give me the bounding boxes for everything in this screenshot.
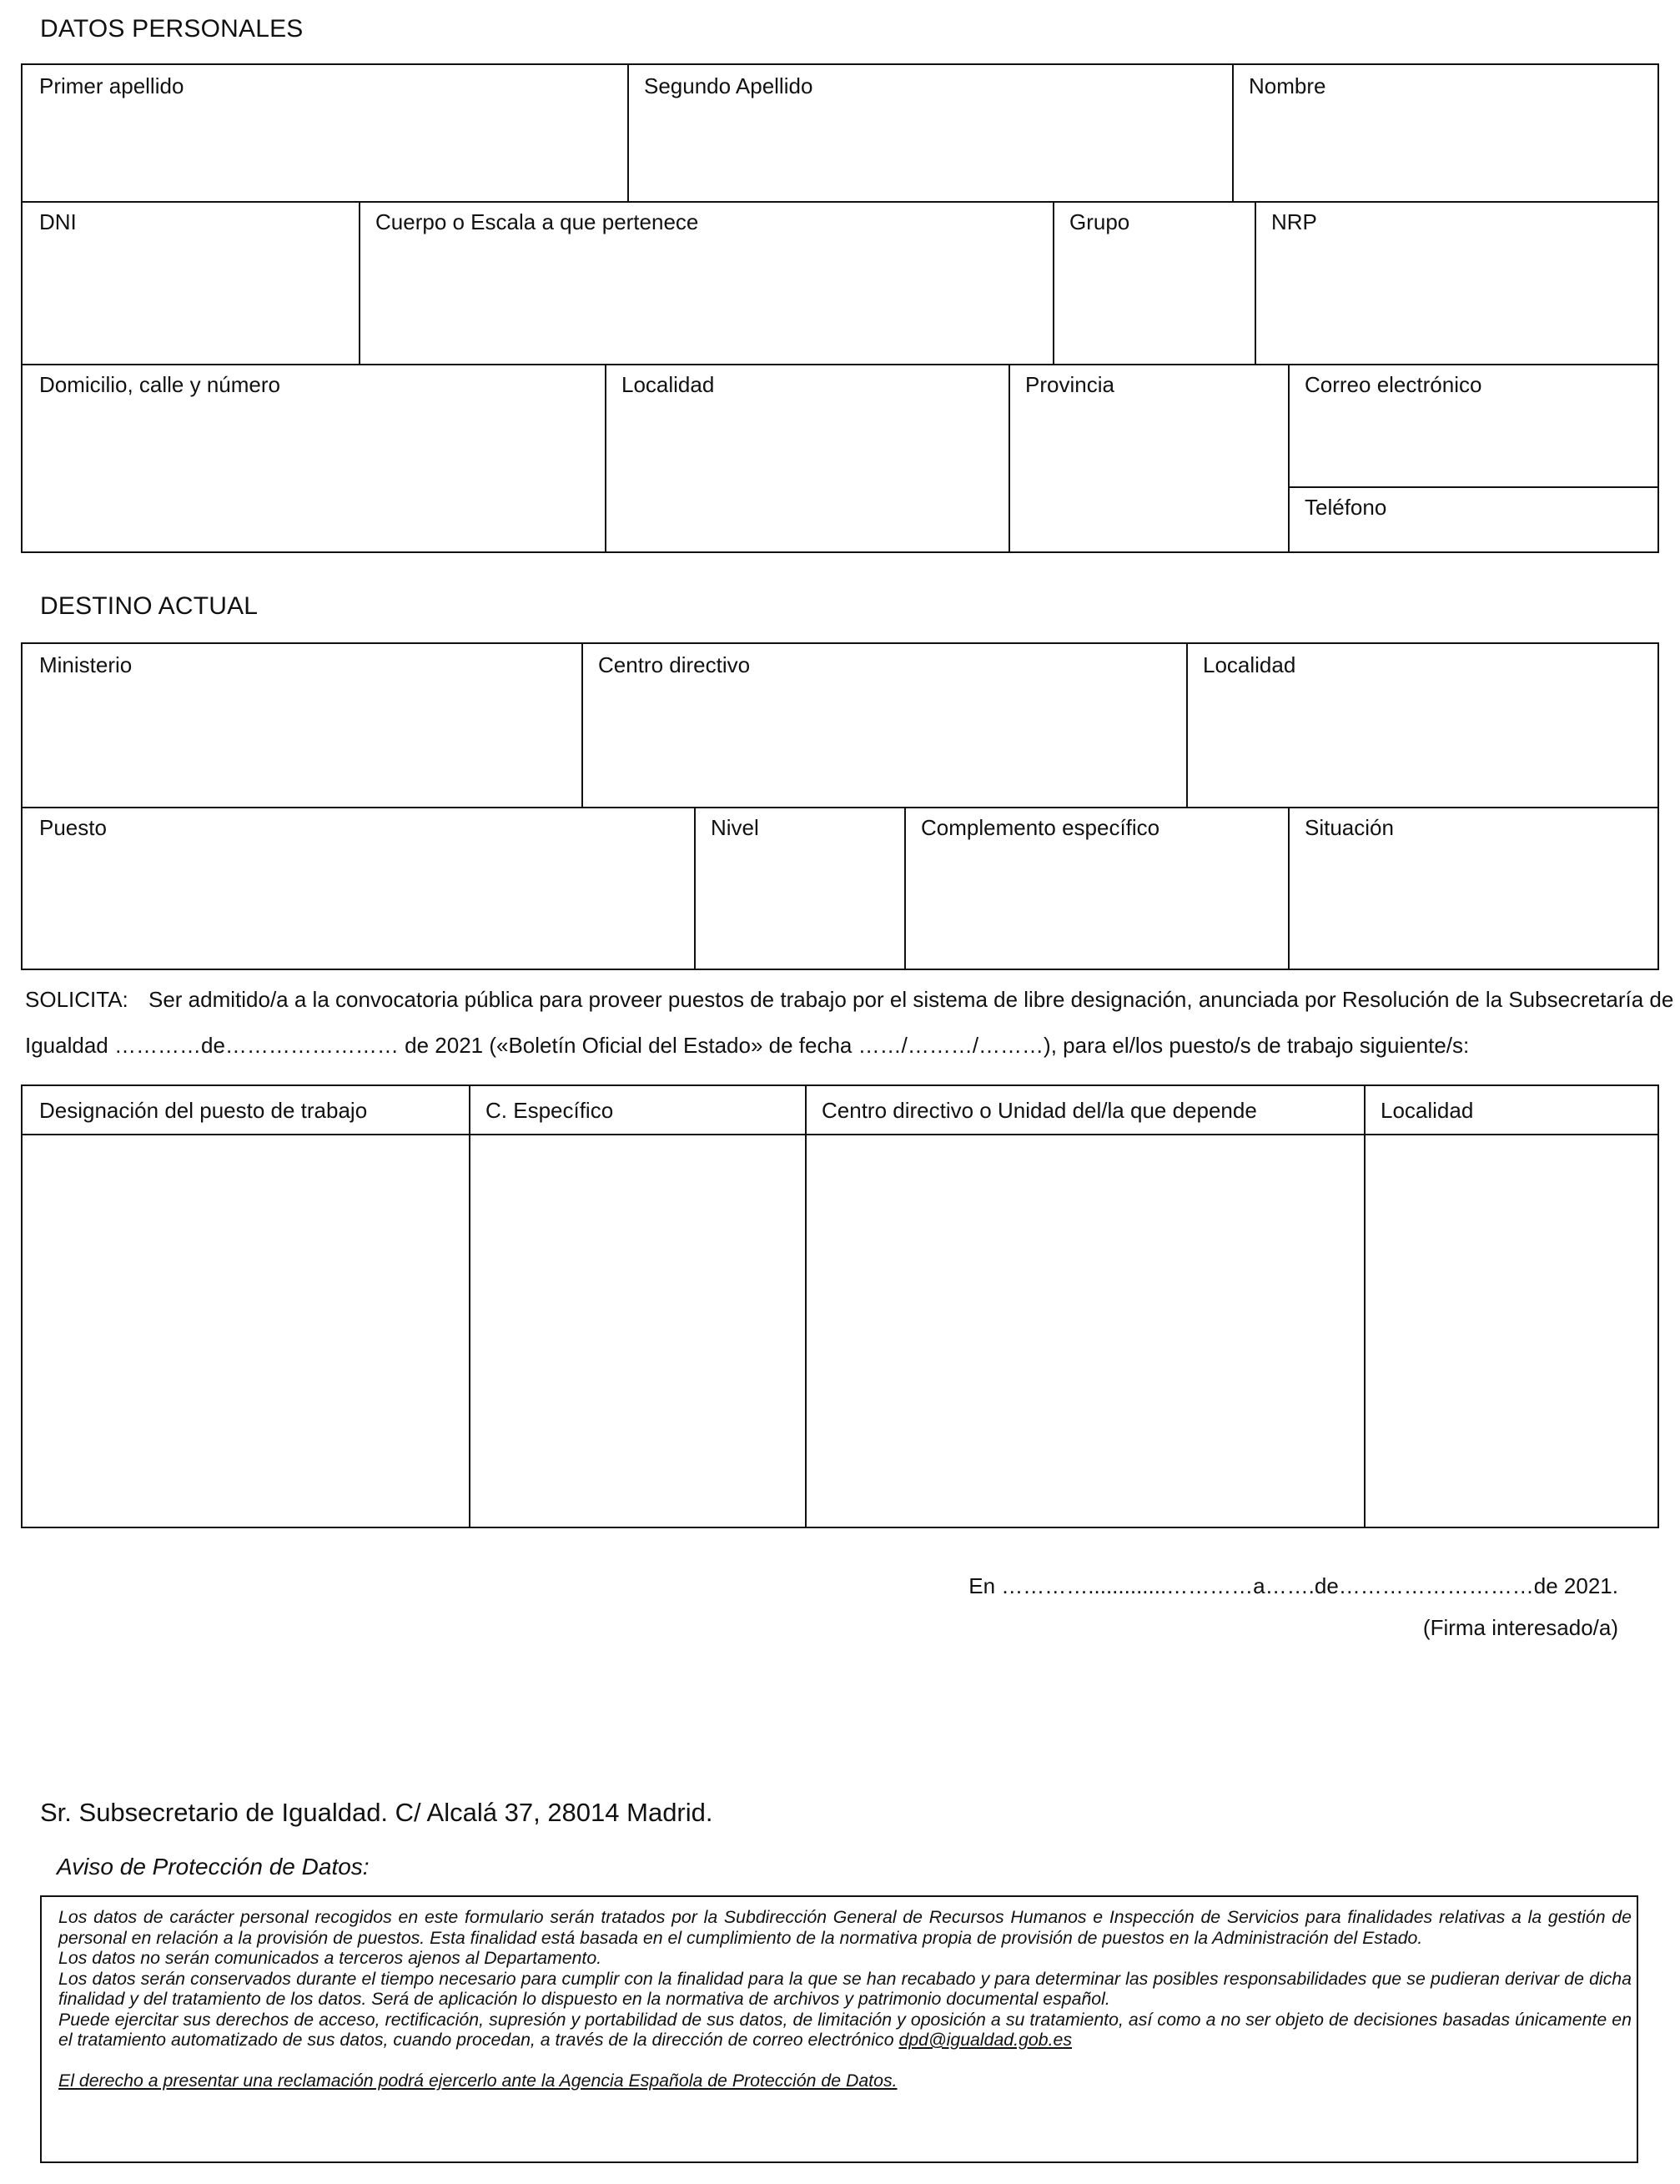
field-nrp[interactable] xyxy=(1255,201,1657,364)
column-header: Designación del puesto de trabajo xyxy=(39,1098,368,1123)
field-situacion[interactable] xyxy=(1288,807,1657,969)
field-label: NRP xyxy=(1271,209,1317,234)
field-provincia[interactable] xyxy=(1009,364,1288,551)
column-header: Centro directivo o Unidad del/la que depende xyxy=(822,1098,1257,1123)
field-label: Cuerpo o Escala a que pertenece xyxy=(375,209,699,234)
spacer xyxy=(58,2051,1632,2071)
field-domicilio[interactable] xyxy=(23,364,605,551)
field-label: Teléfono xyxy=(1305,495,1387,520)
field-label: Nombre xyxy=(1249,73,1326,98)
field-telefono[interactable] xyxy=(1288,486,1657,551)
puestos-table xyxy=(21,1084,1659,1528)
field-label: Situación xyxy=(1305,815,1394,840)
aviso-reclamacion: El derecho a presentar una reclamación podrá ejercerlo ante la Agencia Española de Protección de Datos. xyxy=(58,2070,898,2091)
aviso-proteccion-datos xyxy=(40,1895,1638,2163)
table-cell-localidad[interactable] xyxy=(1364,1134,1657,1527)
field-localidad-destino[interactable] xyxy=(1186,644,1657,807)
field-nivel[interactable] xyxy=(694,807,904,969)
field-label: Segundo Apellido xyxy=(644,73,813,98)
aviso-paragraph: Los datos serán conservados durante el tiempo necesario para cumplir con la finalidad para la que se han recabado y para determinar las posibles responsabilidades que se pudieran derivar de dicha finalidad y del tratamiento de los datos. Será de aplicación lo dispuesto en la normativa de archivos y patrimonio documental español. xyxy=(58,1968,1632,2009)
table-cell-centro-directivo[interactable] xyxy=(805,1134,1364,1527)
aviso-rights-text: Puede ejercitar sus derechos de acceso, rectificación, supresión y portabilidad de sus datos, de limitación y oposición a su tratamiento, así como a no ser objeto de decisiones basadas únicamente en el tratamiento automatizado de sus datos, cuando procedan, a través de la dirección de correo electrónico xyxy=(58,2009,1632,2050)
solicita-label: SOLICITA: xyxy=(25,987,128,1012)
table-cell-c-especifico[interactable] xyxy=(469,1134,805,1527)
field-label: Centro directivo xyxy=(598,652,751,677)
aviso-paragraph: Los datos de carácter personal recogidos en este formulario serán tratados por la Subdirección General de Recursos Humanos e Inspección de Servicios para finalidades relativas a la gestión de personal en relación a la provisión de puestos. Esta finalidad está basada en el cumplimiento de la normativa propia de provisión de puestos en la Administración del Estado. xyxy=(58,1907,1632,1948)
field-label: Nivel xyxy=(711,815,759,840)
field-primer-apellido[interactable] xyxy=(23,65,627,201)
place-date-line: En ………….............…………a…….de………………………de 2021. xyxy=(968,1573,1618,1598)
field-label: Correo electrónico xyxy=(1305,372,1482,397)
field-cuerpo-escala[interactable] xyxy=(359,201,1053,364)
field-label: Primer apellido xyxy=(39,73,184,98)
field-label: Grupo xyxy=(1069,209,1130,234)
solicita-text-line-1: Ser admitido/a a la convocatoria pública para proveer puestos de trabajo por el sistema de libre designación, anunciada por Resolución de la Subsecretaría de xyxy=(148,987,1674,1012)
table-header-centro-directivo xyxy=(805,1086,1364,1134)
field-puesto[interactable] xyxy=(23,807,694,969)
table-header-designacion xyxy=(23,1086,469,1134)
datos-personales-form xyxy=(21,63,1659,553)
field-label: Domicilio, calle y número xyxy=(39,372,280,397)
table-header-c-especifico xyxy=(469,1086,805,1134)
destino-actual-form xyxy=(21,642,1659,970)
field-label: Puesto xyxy=(39,815,107,840)
table-header-localidad xyxy=(1364,1086,1657,1134)
field-label: Provincia xyxy=(1025,372,1114,397)
field-label: DNI xyxy=(39,209,77,234)
table-cell-designacion[interactable] xyxy=(23,1134,469,1527)
field-grupo[interactable] xyxy=(1053,201,1255,364)
aviso-title: Aviso de Protección de Datos: xyxy=(57,1854,370,1880)
dpd-email-link[interactable]: dpd@igualdad.gob.es xyxy=(898,2030,1073,2050)
solicita-text-line-2: Igualdad …………de…………………… de 2021 («Boletín Oficial del Estado» de fecha ……/………/………), para el/los puesto/s de trabajo siguiente/s: xyxy=(25,1033,1470,1058)
field-segundo-apellido[interactable] xyxy=(627,65,1232,201)
field-label: Localidad xyxy=(1203,652,1296,677)
field-label: Complemento específico xyxy=(921,815,1160,840)
field-localidad[interactable] xyxy=(605,364,1009,551)
column-header: Localidad xyxy=(1381,1098,1474,1123)
recipient-address: Sr. Subsecretario de Igualdad. C/ Alcalá 37, 28014 Madrid. xyxy=(40,1798,713,1827)
section-title-datos-personales: DATOS PERSONALES xyxy=(40,15,304,43)
field-dni[interactable] xyxy=(23,201,359,364)
field-nombre[interactable] xyxy=(1232,65,1657,201)
field-label: Localidad xyxy=(621,372,715,397)
field-correo-electronico[interactable] xyxy=(1288,364,1657,486)
signature-label: (Firma interesado/a) xyxy=(1422,1615,1618,1640)
field-centro-directivo[interactable] xyxy=(581,644,1186,807)
section-title-destino-actual: DESTINO ACTUAL xyxy=(40,592,259,620)
field-label: Ministerio xyxy=(39,652,133,677)
field-complemento-especifico[interactable] xyxy=(904,807,1288,969)
column-header: C. Específico xyxy=(485,1098,614,1123)
aviso-paragraph xyxy=(58,2010,1632,2051)
aviso-paragraph: Los datos no serán comunicados a terceros ajenos al Departamento. xyxy=(58,1948,602,1968)
field-ministerio[interactable] xyxy=(23,644,581,807)
